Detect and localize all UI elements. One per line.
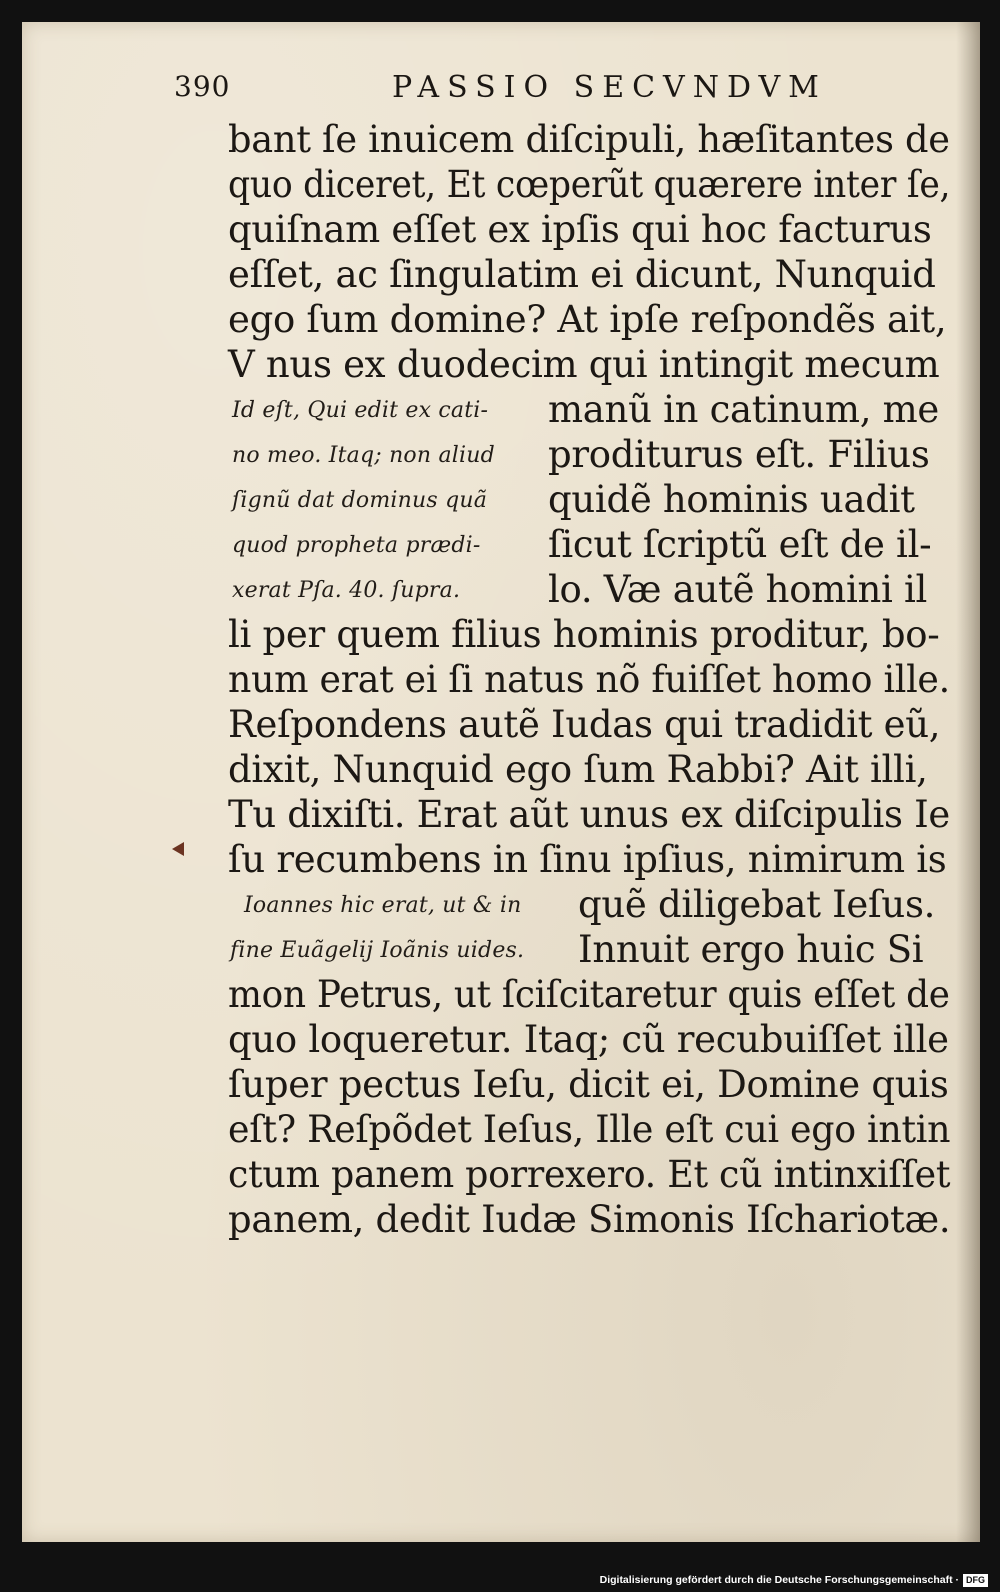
text-line: Reſpondens autẽ Iudas qui tradidit eũ,	[228, 703, 941, 746]
marginal-gloss-line: xerat Pſa. 40. ſupra.	[232, 578, 461, 603]
text-line: ego ſum domine? At ipſe reſpondẽs ait,	[228, 298, 947, 341]
marginal-gloss-line: quod propheta prædi-	[232, 533, 481, 558]
text-line: ſicut ſcriptũ eſt de il-	[548, 523, 932, 566]
marginal-gloss-line: fine Euãgelij Ioãnis uides.	[230, 938, 525, 963]
text-line: V nus ex duodecim qui intingit mecum	[228, 343, 940, 386]
margin-pointer-mark	[172, 842, 184, 856]
text-line: Innuit ergo huic Si	[578, 928, 924, 971]
text-line: ctum panem porrexero. Et cũ intinxiſſet	[228, 1153, 951, 1196]
text-line: panem, dedit Iudæ Simonis Iſchariotæ.	[228, 1198, 951, 1241]
text-line: eſt? Reſpõdet Ieſus, Ille eſt cui ego intin	[228, 1108, 951, 1151]
text-line: quidẽ hominis uadit	[548, 478, 915, 521]
digitization-footer	[600, 1572, 988, 1588]
text-line: ſuper pectus Ieſu, dicit ei, Domine quis	[228, 1063, 949, 1106]
text-line: dixit, Nunquid ego ſum Rabbi? Ait illi,	[228, 748, 928, 791]
page-number: 390	[174, 70, 231, 103]
text-line: proditurus eſt. Filius	[548, 433, 930, 476]
page-header	[174, 70, 964, 110]
text-line: quiſnam eſſet ex ipſis qui hoc facturus	[228, 208, 932, 251]
page-edge-shadow	[956, 22, 980, 1542]
text-line: Tu dixiſti. Erat aũt unus ex diſcipulis Ie	[228, 793, 950, 836]
text-line: quo loqueretur. Itaq; cũ recubuiſſet ille	[228, 1018, 949, 1061]
marginal-gloss-line: ſignũ dat dominus quã	[232, 488, 488, 513]
text-line: num erat ei ſi natus nõ fuiſſet homo ille.	[228, 658, 950, 701]
marginal-gloss-line: Ioannes hic erat, ut & in	[244, 893, 522, 918]
marginal-gloss-line: Id eſt, Qui edit ex cati-	[232, 398, 489, 423]
dfg-logo: DFG	[963, 1574, 988, 1587]
text-line: li per quem filius hominis proditur, bo-	[228, 613, 940, 656]
text-line: manũ in catinum, me	[548, 388, 940, 431]
text-line: eſſet, ac ſingulatim ei dicunt, Nunquid	[228, 253, 936, 296]
marginal-gloss-line: no meo. Itaq; non aliud	[232, 443, 495, 468]
text-line: quẽ diligebat Ieſus.	[578, 883, 936, 926]
text-line: mon Petrus, ut ſciſcitaretur quis eſſet de	[228, 973, 950, 1016]
text-line: bant ſe inuicem diſcipuli, hæſitantes de	[228, 118, 950, 161]
footer-credit: Digitalisierung gefördert durch die Deutsche Forschungsgemeinschaft ·	[599, 1574, 959, 1586]
text-line: quo diceret, Et cœperũt quærere inter ſe,	[228, 163, 951, 206]
running-head: PASSIO SECVNDVM	[392, 70, 827, 105]
text-line: lo. Væ autẽ homini il	[548, 568, 928, 611]
text-line: ſu recumbens in ſinu ipſius, nimirum is	[228, 838, 947, 881]
